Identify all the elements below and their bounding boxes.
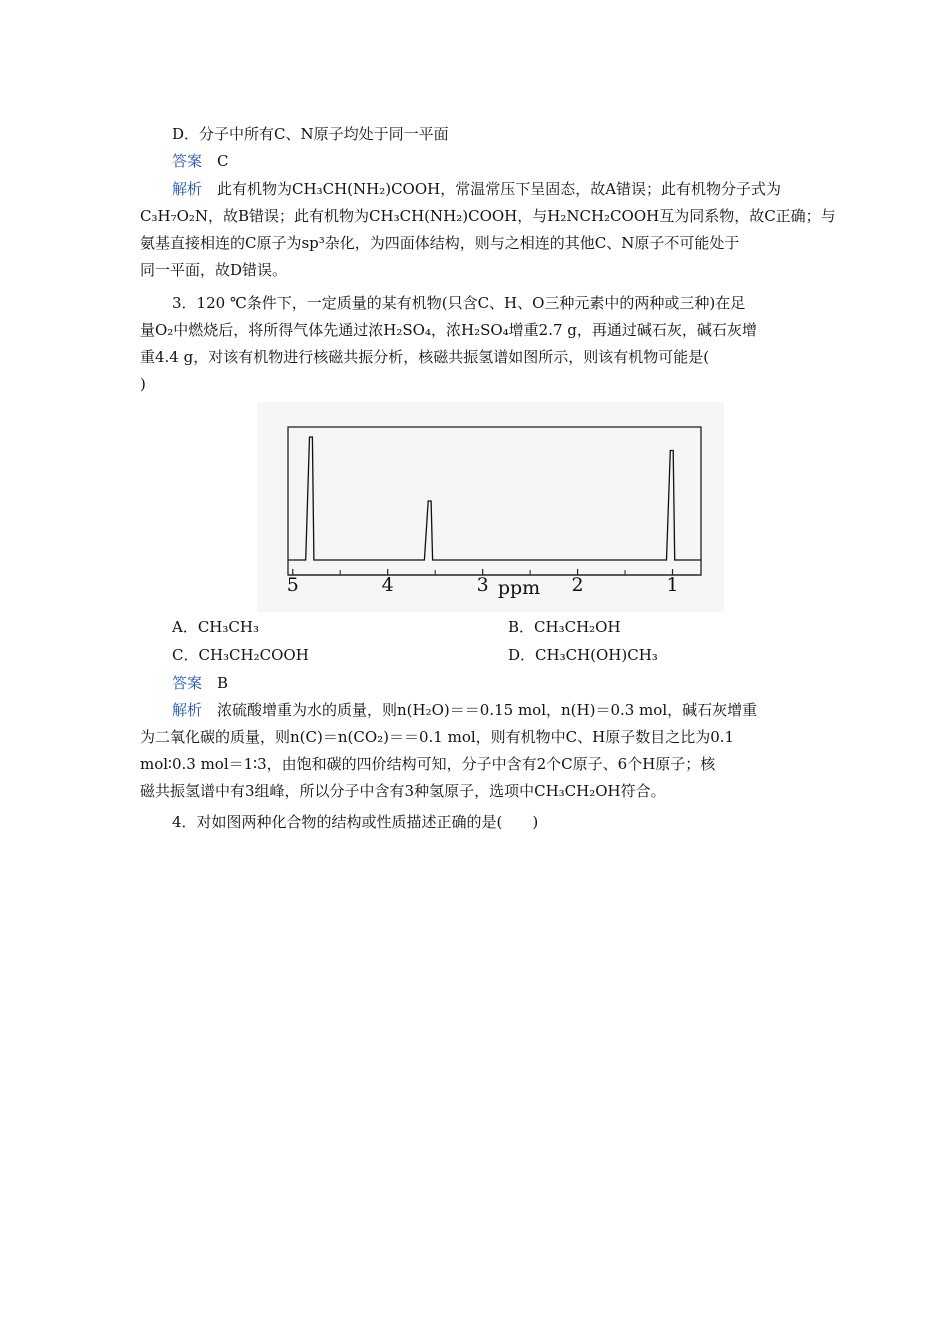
explanation-2-line-1 [172, 700, 757, 720]
option-d-line: D．分子中所有C、N原子均处于同一平面 [172, 125, 449, 143]
explanation-1-line-3: 氨基直接相连的C原子为sp³杂化，为四面体结构，则与之相连的其他C、N原子不可能处于 [140, 234, 740, 252]
explanation-2-line-4: 磁共振氢谱中有3组峰，所以分子中含有3种氢原子，选项中CH₃CH₂OH符合。 [140, 782, 666, 800]
explanation-1-line-2: C₃H₇O₂N，故B错误；此有机物为CH₃CH(NH₂)COOH，与H₂NCH₂COOH互为同系物，故C正确；与 [140, 207, 836, 225]
question-3-line-1: 3．120 ℃条件下，一定质量的某有机物(只含C、H、O三种元素中的两种或三种)在足 [172, 294, 746, 312]
explanation-text: 浓硫酸增重为水的质量，则n(H₂O)＝＝0.15 mol，n(H)＝0.3 mol，碱石灰增重 [217, 701, 758, 719]
option-d: D．CH₃CH(OH)CH₃ [508, 646, 658, 664]
x-tick-label: 2 [571, 574, 584, 596]
x-tick-group [287, 569, 679, 596]
answer-label: 答案 [172, 674, 203, 692]
answer-value: B [217, 674, 229, 692]
x-tick-label: 1 [666, 574, 679, 596]
explanation-text: 此有机物为CH₃CH(NH₂)COOH，常温常压下呈固态，故A错误；此有机物分子式为 [217, 180, 782, 198]
peak-group [312, 437, 673, 560]
nmr-spectrum-chart [257, 402, 724, 612]
plot-frame [288, 427, 701, 575]
answer-2 [172, 673, 228, 693]
explanation-1-line-4: 同一平面，故D错误。 [140, 261, 288, 279]
option-a: A．CH₃CH₃ [172, 618, 259, 636]
spectrum-line [288, 437, 701, 560]
explanation-label: 解析 [172, 701, 203, 719]
x-tick-label: 3 [476, 574, 489, 596]
explanation-label: 解析 [172, 180, 203, 198]
explanation-2-line-3: mol∶0.3 mol＝1∶3，由饱和碳的四价结构可知，分子中含有2个C原子、6个H原子；核 [140, 755, 716, 773]
option-c: C．CH₃CH₂COOH [172, 646, 309, 664]
answer-value: C [217, 152, 229, 170]
question-3-line-2: 量O₂中燃烧后，将所得气体先通过浓H₂SO₄，浓H₂SO₄增重2.7 g，再通过碱石灰，碱石灰增 [140, 321, 757, 339]
answer-1 [172, 151, 229, 171]
option-b: B．CH₃CH₂OH [508, 618, 621, 636]
question-3-line-3: 重4.4 g，对该有机物进行核磁共振分析，核磁共振氢谱如图所示，则该有机物可能是( [140, 348, 710, 366]
question-3-line-4: ) [140, 375, 146, 393]
explanation-2-line-2: 为二氧化碳的质量，则n(C)＝n(CO₂)＝＝0.1 mol，则有机物中C、H原子数目之比为0.1 [140, 728, 735, 746]
x-axis-label: ppm [497, 577, 541, 599]
x-tick-label: 4 [381, 574, 394, 596]
question-4: 4．对如图两种化合物的结构或性质描述正确的是( ) [172, 813, 539, 831]
x-tick-label: 5 [286, 574, 299, 596]
explanation-1-line-1 [172, 179, 781, 199]
nmr-spectrum-svg [257, 402, 724, 612]
answer-label: 答案 [172, 152, 203, 170]
